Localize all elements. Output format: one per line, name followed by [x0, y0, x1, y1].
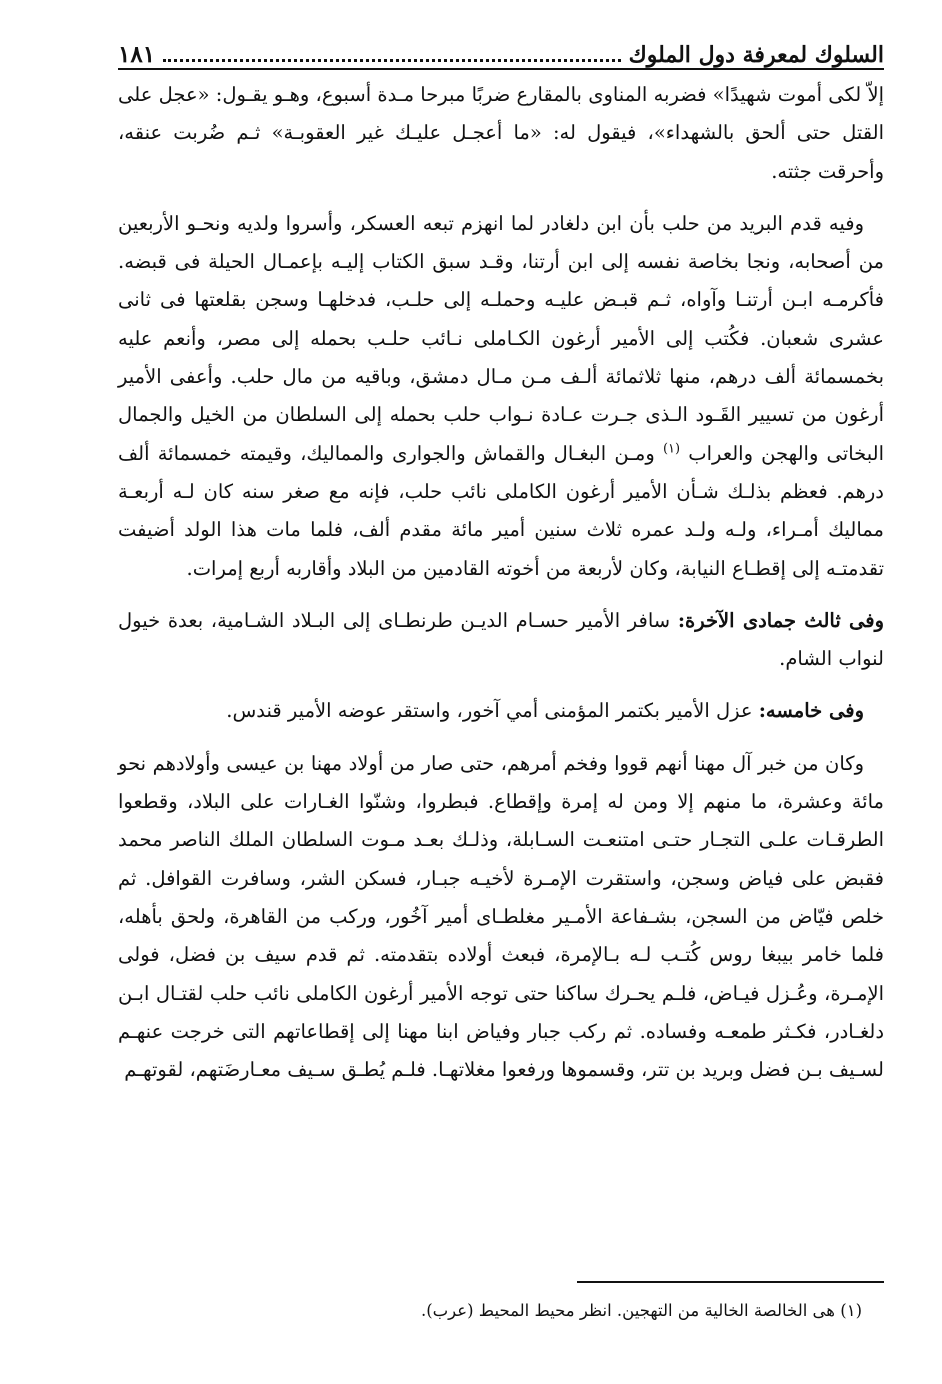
paragraph: [118, 692, 884, 730]
paragraph: [118, 602, 884, 679]
paragraph-lead: وفى ثالث جمادى الآخرة:: [677, 608, 884, 632]
paragraph-text: ومـن البغـال والقماش والجوارى والمماليك، وقيمته خمسمائة ألف درهم. فعظم بذلـك شـأن الأمير أرغون الكاملى نائب حلب، فإنه مع صغر سنه كان لـه أربعـة مماليك أمـراء، ولـه ولـد عمره ثلاث سنين أمير مائة مقدم ألف، فلما مات هذا الولد أضيفت تقدمتـه إلى إقطـاع النيابة، وكان لأربعة من أخوته القادمين من البلاد وأقاربه أربع إمرات.: [118, 441, 884, 580]
running-header: [118, 28, 884, 70]
footnote: [118, 1298, 862, 1324]
paragraph: [118, 76, 884, 191]
paragraph-text: عزل الأمير بكتمر المؤمنى أمي آخور، واستقر عوضه الأمير قندس.: [226, 699, 753, 723]
page-number: ١٨١: [118, 41, 156, 68]
paragraph-text: سافر الأمير حسـام الديـن طرنطـاى إلى البـلاد الشـامية، بعدة خيول لنواب الشام.: [118, 608, 884, 671]
dotted-leader: [163, 59, 621, 62]
paragraph: [118, 205, 884, 588]
paragraph-text: وكان من خبر آل مهنا أنهم قووا وفخم أمرهم، حتى صار من أولاد مهنا بن عيسى وأولادهم نحو مائة وعشرة، ما منهم إلا ومن له إمرة وإقطاع. فبطروا، وشنّوا الغـارات على البلاد، وقطعوا الطرقـات علـى التجـار حتـى امتنعـت السـابلة، وذلـك بعـد مـوت السلطان الملك الناصر محمد فقبض على فياض وسجن، واستقرت الإمـرة لأخيـه جبـار، فسكن الشر، وسافرت القوافل. ثم خلص فيّاض من السجن، بشـفاعة الأمـير مغلطـاى أمير آخُور، وركب من القاهرة، ولحق بأهله، فلما خامر بيبغا روس كُتـب لـه بـالإمرة، فبعث أولاده بتقدمته. ثم قدم سيف بن فضل، فولى الإمـرة، وعُـزل فيـاض، فلـم يحـرك ساكنا حتى توجه الأمير أرغون الكاملى نائب حلب لقتـال ابـن دلغـادر، فكـثر طمعـه وفساده. ثم ركب جبار وفياض ابنا مهنا إلى إقطاعاتهم التى خرجت عنهـم لسـيف بـن فضل وبريد بن تتر، وقسموها ورفعوا مغلاتهـا. فلـم يُطـق سـيف معـارضَتهم، لقوتهـم: [118, 751, 884, 1082]
footnote-reference: (١): [662, 441, 681, 457]
paragraph: [118, 745, 884, 1090]
paragraph-text: وفيه قدم البريد من حلب بأن ابن دلغادر لما انهزم تبعه العسكر، وأسروا ولديه ونحـو الأربعين من أصحابه، ونجا بخاصة نفسه إلى ابن أرتنا، وقـد سبق الكتاب إليـه بإعمـال الحيلة فى قبضه. فأكرمـه ابـن أرتنـا وآواه، ثـم قبـض عليـه وحملـه إلى حلـب، فدخلهـا وسجن بقلعتها فى ثانى عشرى شعبان. فكُتب إلى الأمير أرغون الكـاملى نـائب حلـب بحمله إلى مصر، وأنعم عليه بخمسمائة ألف درهم، منها ثلاثمائة ألـف مـن مـال دمشق، وباقيه من مال حلب. وأعفى الأمير أرغون من تسيير القَـود الـذى جـرت عـادة نـواب حلب بحمله إلى السلطان من الخيل والجمال البخاتى والهجن والعراب: [118, 211, 885, 465]
footnote-separator: [577, 1281, 884, 1283]
footnote-text: (١) هى الخالصة الخالية من التهجين. انظر محيط المحيط (عرب).: [420, 1301, 862, 1320]
body-text: [118, 76, 884, 1089]
paragraph-text: إلاّ لكى أموت شهيدًا» فضربه المناوى بالمقارع ضربًا مبرحا مـدة أسبوع، وهـو يقـول: «عجل على القتل حتى ألحق بالشهداء»، فيقول له: «ما أعجـل عليـك غير العقوبـة» ثـم ضُربت عنقه، وأحرقت جثته.: [118, 83, 884, 183]
running-title: السلوك لمعرفة دول الملوك: [628, 42, 884, 68]
paragraph-lead: وفى خامسه:: [758, 699, 864, 723]
